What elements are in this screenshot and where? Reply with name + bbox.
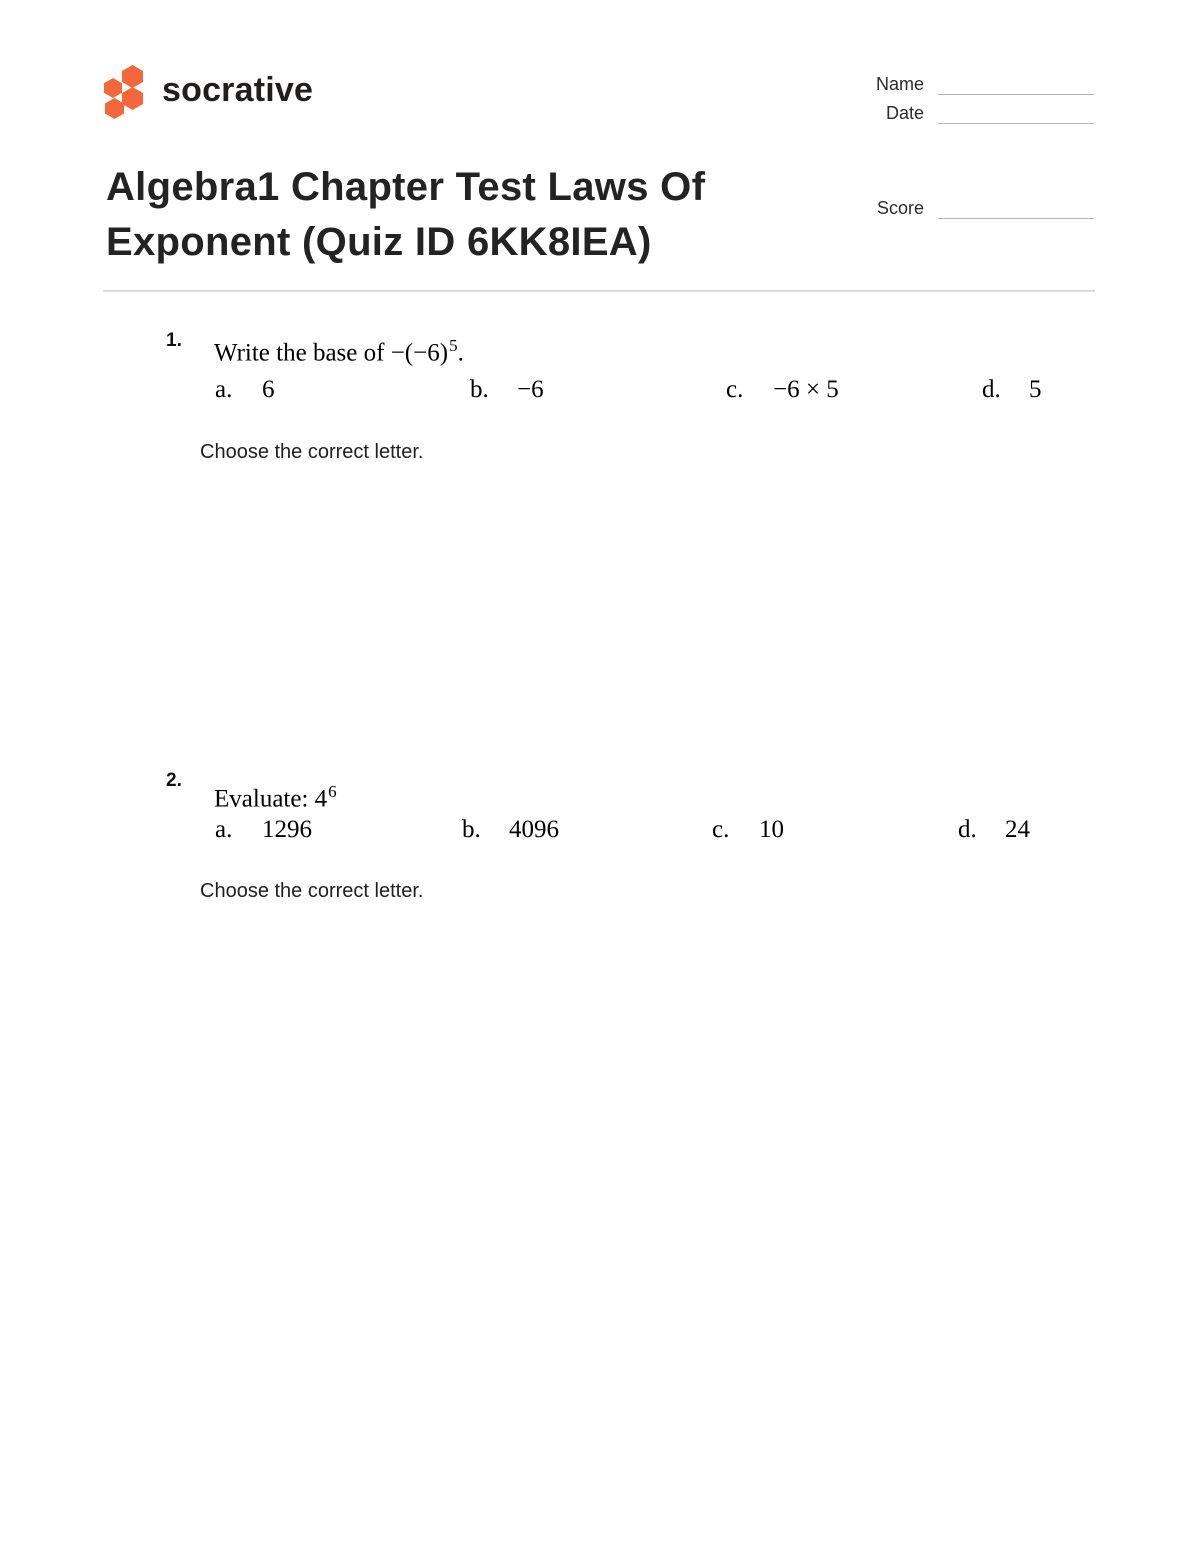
choices-row (212, 816, 1126, 852)
question-number: 1. (166, 330, 182, 351)
choice-letter: b. (462, 816, 481, 843)
choice-d (982, 376, 1042, 404)
choice-value: 5 (1029, 376, 1042, 403)
choice-b (462, 816, 559, 844)
prompt-math: −(−6) (390, 339, 449, 367)
prompt-text: Write the base of (214, 339, 391, 367)
choice-letter: a. (215, 376, 233, 403)
date-blank-line (938, 105, 1094, 124)
date-field-row (858, 101, 1094, 124)
name-label: Name (875, 74, 924, 94)
choose-letter-instruction: Choose the correct letter. (200, 441, 424, 463)
name-blank-line (938, 76, 1094, 95)
choices-row (212, 376, 1126, 412)
choice-letter: c. (712, 816, 730, 843)
choice-d (958, 816, 1030, 844)
choice-c (726, 376, 839, 404)
choice-letter: b. (470, 376, 489, 403)
choice-c (712, 816, 784, 844)
score-blank-line (938, 200, 1094, 219)
choose-letter-instruction: Choose the correct letter. (200, 880, 424, 902)
question-prompt (214, 336, 464, 367)
choice-value: 1296 (262, 816, 312, 843)
choice-value: 4096 (509, 816, 559, 843)
name-field-row (858, 72, 1094, 95)
score-field (858, 196, 1094, 225)
quiz-title: Algebra1 Chapter Test Laws Of Exponent (Quiz ID 6KK8IEA) (106, 165, 706, 264)
hexagon-icon (122, 65, 143, 88)
question-prompt (214, 782, 337, 813)
logo-wordmark: socrative (162, 70, 314, 109)
score-field-row (858, 196, 1094, 219)
question-1 (166, 328, 1126, 498)
prompt-exponent: 6 (328, 782, 337, 801)
date-label: Date (885, 103, 924, 123)
prompt-suffix: . (457, 339, 464, 367)
socrative-hexagons-icon (104, 62, 150, 118)
question-2 (166, 768, 1126, 938)
choice-value: 24 (1005, 816, 1030, 843)
socrative-logo (104, 62, 313, 118)
score-label: Score (876, 198, 924, 218)
choice-letter: d. (958, 816, 977, 843)
hexagon-icon (105, 98, 124, 119)
prompt-text: Evaluate: (214, 785, 315, 813)
choice-value: 10 (759, 816, 784, 843)
name-date-fields (858, 72, 1094, 130)
choice-value: −6 (517, 376, 544, 403)
choice-value: −6 × 5 (773, 376, 839, 403)
choice-letter: a. (215, 816, 233, 843)
divider-line (103, 290, 1095, 292)
prompt-math: 4 (314, 785, 328, 813)
choice-letter: d. (982, 376, 1001, 403)
prompt-exponent: 5 (449, 336, 458, 355)
choice-b (470, 376, 544, 404)
hexagon-icon (104, 78, 122, 98)
question-number: 2. (166, 770, 182, 791)
choice-a (215, 376, 275, 404)
choice-letter: c. (726, 376, 744, 403)
choice-value: 6 (262, 376, 275, 403)
hexagon-icon (122, 87, 143, 110)
choice-a (215, 816, 312, 844)
